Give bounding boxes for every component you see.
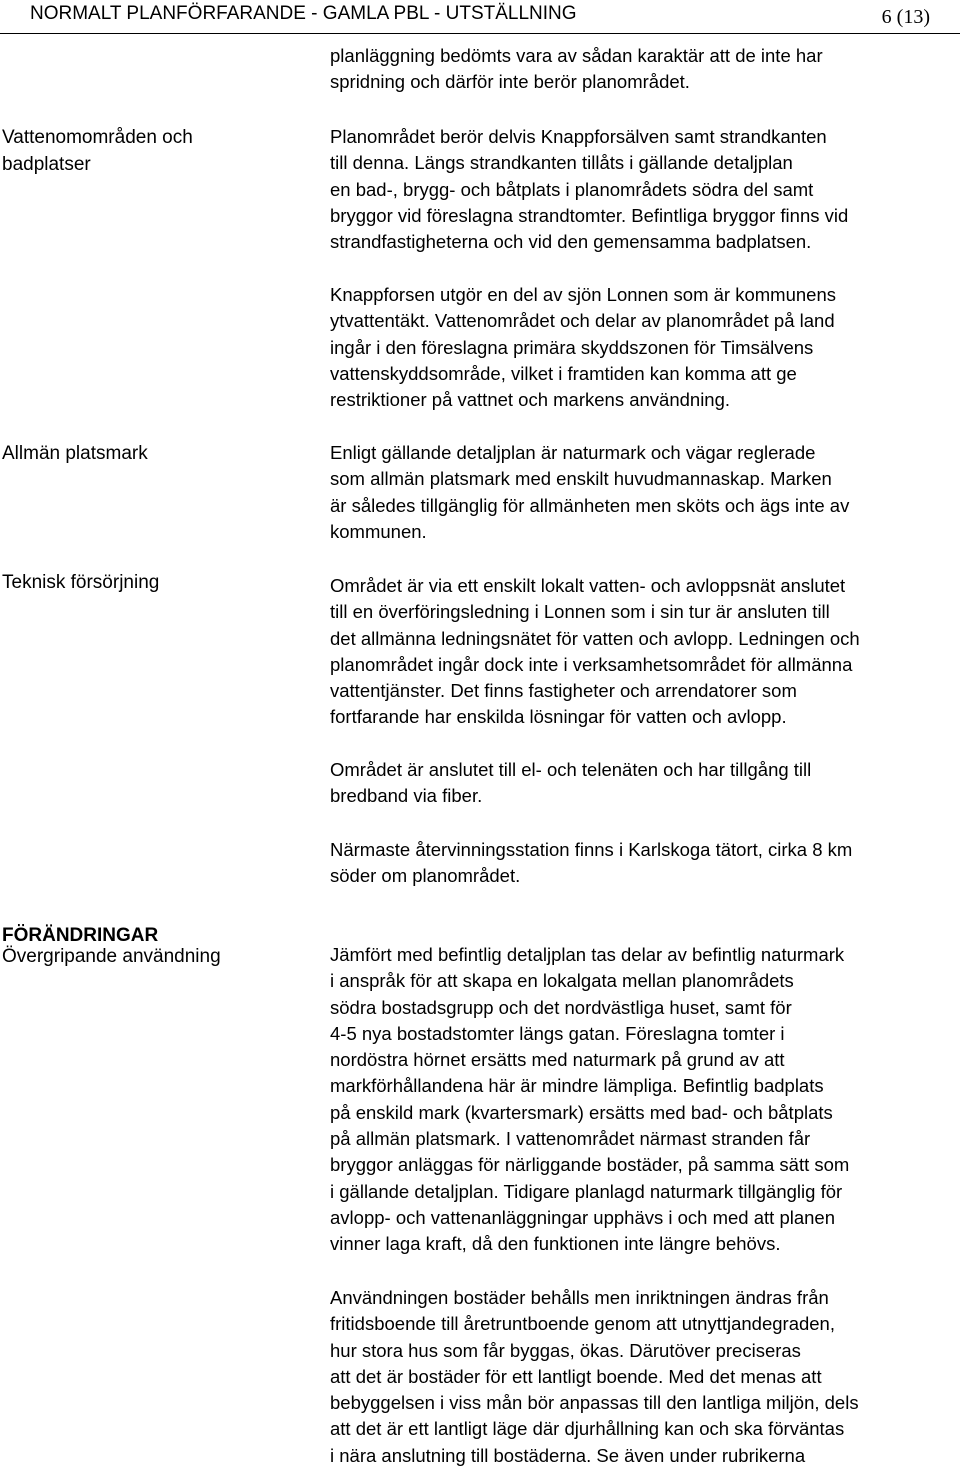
text-line: avlopp- och vattenanläggningar upphävs i och med att planen [330,1206,835,1228]
text-line: i gällande detaljplan. Tidigare planlagd naturmark tillgänglig för [330,1180,843,1202]
heading-overgripande-anvandning: Övergripande användning [2,946,221,967]
text-line: en bad-, brygg- och båtplats i planområdets södra del samt [330,178,814,200]
text-line: vattenskyddsområde, vilket i framtiden kan komma att ge [330,362,797,384]
text-line: Användningen bostäder behålls men inriktningen ändras från [330,1287,829,1308]
text-line: Knappforsen utgör en del av sjön Lonnen som är kommunens [330,284,836,305]
text-line: Området är anslutet till el- och telenäten och har tillgång till [330,759,812,780]
text-line: bryggor vid föreslagna strandtomter. Befintliga bryggor finns vid [330,204,849,226]
text-line: planområdet ingår dock inte i verksamhetsområdet för allmänna [330,653,853,675]
heading-teknisk-forsorjning: Teknisk försörjning [2,572,160,593]
text-line: planläggning bedömts vara av sådan karaktär att de inte har [330,45,823,66]
paragraph-6 [330,757,956,810]
paragraph-3 [330,282,956,413]
heading-allman-platsmark: Allmän platsmark [2,443,148,464]
heading-line: Vattenomområden och [2,127,193,148]
paragraph-1 [330,43,956,96]
text-line: markförhållandena här är mindre lämpliga. Befintlig badplats [330,1075,824,1097]
paragraph-9 [330,1285,956,1469]
text-line: i anspråk för att skapa en lokalgata mellan planområdets [330,970,794,992]
text-line: Jämfört med befintlig detaljplan tas delar av befintlig naturmark [330,944,845,965]
text-line: Närmaste återvinningsstation finns i Karlskoga tätort, cirka 8 km [330,839,853,860]
header-title: NORMALT PLANFÖRFARANDE - GAMLA PBL - UTSTÄLLNING [30,3,577,24]
text-line: är således tillgänglig för allmänheten men sköts och ägs inte av [330,494,850,516]
header-rule [0,33,960,34]
text-line: Enligt gällande detaljplan är naturmark och vägar reglerade [330,442,816,463]
text-line: vattentjänster. Det finns fastigheter och arrendatorer som [330,680,797,702]
text-line: strandfastigheterna och vid den gemensamma badplatsen. [330,231,812,253]
text-line: Planområdet berör delvis Knappforsälven samt strandkanten [330,126,827,147]
text-line: kommunen. [330,520,427,542]
text-line: till denna. Längs strandkanten tillåts i gällande detaljplan [330,152,793,174]
paragraph-7 [330,837,956,890]
heading-vattenomraden [2,124,193,178]
text-line: restriktioner på vattnet och markens användning. [330,389,731,411]
text-line: vinner laga kraft, då den funktionen inte längre behövs. [330,1233,781,1255]
text-line: ingår i den föreslagna primära skyddszonen för Timsälvens [330,336,814,358]
text-line: hur stora hus som får byggas, ökas. Därutöver preciseras [330,1339,801,1361]
text-line: nordöstra hörnet ersätts med naturmark på grund av att [330,1049,785,1071]
text-line: södra bostadsgrupp och det nordvästliga huset, samt för [330,996,792,1018]
text-line: på allmän platsmark. I vattenområdet närmast stranden får [330,1128,811,1150]
text-line: det allmänna ledningsnätet för vatten och avlopp. Ledningen och [330,627,860,649]
text-line: bryggor anläggas för närliggande bostäder, på samma sätt som [330,1154,850,1176]
text-line: till en överföringsledning i Lonnen som i sin tur är ansluten till [330,601,830,623]
text-line: i nära anslutning till bostäderna. Se även under rubrikerna [330,1444,806,1466]
text-line: spridning och därför inte berör planområdet. [330,71,690,93]
text-line: ytvattentäkt. Vattenområdet och delar av planområdet på land [330,310,835,332]
text-line: som allmän platsmark med enskilt huvudmannaskap. Marken [330,468,832,490]
text-line: 4-5 nya bostadstomter längs gatan. Föreslagna tomter i [330,1022,785,1044]
heading-line: badplatser [2,154,91,175]
text-line: bebyggelsen i viss mån bör anpassas till den lantliga miljön, dels [330,1392,859,1414]
text-line: fortfarande har enskilda lösningar för vatten och avlopp. [330,706,787,728]
paragraph-5 [330,573,956,731]
paragraph-2 [330,124,956,255]
text-line: fritidsboende till åretruntboende genom att utnyttjandegraden, [330,1313,835,1335]
text-line: att det är ett lantligt läge där djurhållning kan och ska förväntas [330,1418,845,1440]
text-line: söder om planområdet. [330,865,521,887]
text-line: Området är via ett enskilt lokalt vatten- och avloppsnät anslutet [330,575,846,596]
paragraph-4 [330,440,956,545]
page-number: 6 (13) [881,6,930,28]
text-line: bredband via fiber. [330,785,483,807]
heading-forandringar: FÖRÄNDRINGAR [2,925,159,946]
text-line: på enskild mark (kvartersmark) ersätts med bad- och båtplats [330,1101,833,1123]
page-header [30,2,930,28]
text-line: att det är bostäder för ett lantligt boende. Med det menas att [330,1365,822,1387]
paragraph-8 [330,942,956,1258]
